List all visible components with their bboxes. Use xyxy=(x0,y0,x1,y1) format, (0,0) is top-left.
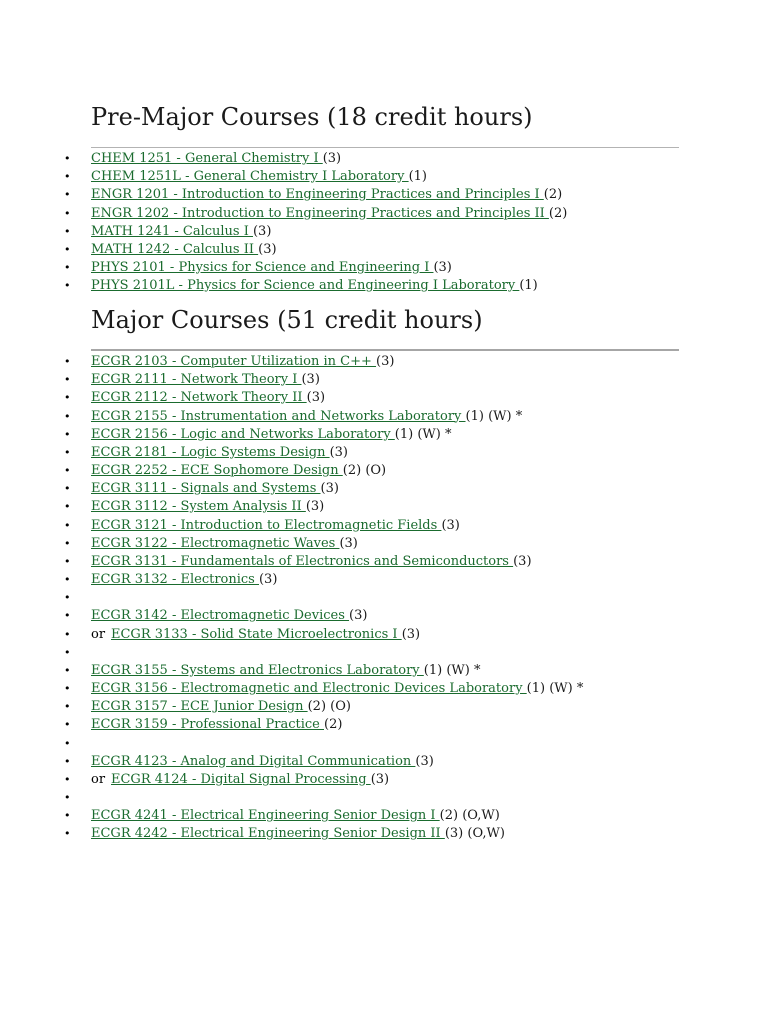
credit-hours: (3) xyxy=(370,771,390,787)
bullet-icon: • xyxy=(64,152,71,165)
list-item xyxy=(0,259,567,277)
credit-hours: (3) xyxy=(441,517,460,533)
list-item xyxy=(0,680,583,698)
credit-hours: (1) xyxy=(465,408,484,424)
credit-hours: (3) xyxy=(305,499,325,515)
course-flags: (O) xyxy=(326,699,351,715)
list-item xyxy=(0,716,583,734)
empty-list-item xyxy=(0,589,583,607)
course-link[interactable]: ECGR 3121 - Introduction to Electromagnetic Fields xyxy=(91,517,442,533)
course-link[interactable]: CHEM 1251 - General Chemistry I xyxy=(91,151,323,166)
course-link[interactable]: ECGR 3157 - ECE Junior Design xyxy=(91,699,308,715)
course-link[interactable]: ECGR 2111 - Network Theory I xyxy=(91,372,302,388)
course-link[interactable]: ECGR 4123 - Analog and Digital Communication xyxy=(91,753,416,769)
bullet-icon: • xyxy=(64,609,71,623)
empty-list-item xyxy=(0,644,583,662)
credit-hours: (3) xyxy=(513,553,532,569)
course-link[interactable]: ECGR 2112 - Network Theory II xyxy=(91,390,307,406)
list-item xyxy=(0,553,583,571)
credit-hours: (2) xyxy=(324,717,343,733)
credit-hours: (3) xyxy=(433,260,452,276)
course-link[interactable]: ENGR 1201 - Introduction to Engineering Practices and Principles I xyxy=(91,187,544,203)
list-item xyxy=(0,371,583,389)
course-link[interactable]: ECGR 3159 - Professional Practice xyxy=(91,717,324,733)
bullet-icon: • xyxy=(64,627,71,641)
course-flags: (O,W) xyxy=(458,808,500,824)
bullet-icon: • xyxy=(64,772,71,786)
credit-hours: (3) xyxy=(339,535,358,551)
credit-hours: (3) xyxy=(444,826,464,842)
bullet-icon: • xyxy=(64,206,71,220)
list-item xyxy=(0,607,583,625)
bullet-icon: • xyxy=(64,518,71,532)
pre-major-divider xyxy=(91,147,679,148)
course-link[interactable]: MATH 1242 - Calculus II xyxy=(91,241,259,257)
credit-hours: (3) xyxy=(320,481,339,497)
bullet-icon: • xyxy=(64,718,71,732)
bullet-icon: • xyxy=(64,500,71,514)
or-label: or xyxy=(91,771,106,787)
bullet-icon: • xyxy=(64,736,71,750)
course-link[interactable]: ENGR 1202 - Introduction to Engineering Practices and Principles II xyxy=(91,205,549,221)
bullet-icon: • xyxy=(64,663,71,677)
bullet-icon: • xyxy=(64,391,71,405)
course-link[interactable]: PHYS 2101L - Physics for Science and Engineering I Laboratory xyxy=(91,278,520,294)
pre-major-course-list xyxy=(0,150,567,295)
credit-hours: (3) xyxy=(376,354,395,369)
course-flags: (W) * xyxy=(483,408,523,424)
course-link[interactable]: ECGR 3142 - Electromagnetic Devices xyxy=(91,608,350,624)
bullet-icon: • xyxy=(64,279,71,293)
bullet-icon: • xyxy=(64,409,71,423)
course-link[interactable]: PHYS 2101 - Physics for Science and Engineering I xyxy=(91,260,434,276)
bullet-icon: • xyxy=(64,355,71,368)
list-item xyxy=(0,807,583,825)
bullet-icon: • xyxy=(64,170,71,184)
course-link[interactable]: ECGR 3122 - Electromagnetic Waves xyxy=(91,535,340,551)
bullet-icon: • xyxy=(64,536,71,550)
empty-list-item xyxy=(0,789,583,807)
course-link[interactable]: ECGR 3133 - Solid State Microelectronics I xyxy=(111,626,402,642)
credit-hours: (3) xyxy=(322,151,342,166)
course-flags: (O,W) xyxy=(463,826,505,842)
or-label: or xyxy=(91,626,106,642)
list-item xyxy=(0,150,567,168)
list-item xyxy=(0,186,567,204)
credit-hours: (1) xyxy=(526,681,546,697)
course-link[interactable]: ECGR 4124 - Digital Signal Processing xyxy=(111,771,371,787)
credit-hours: (2) xyxy=(307,699,327,715)
course-flags: (W) * xyxy=(442,662,481,678)
bullet-icon: • xyxy=(64,188,71,202)
course-link[interactable]: ECGR 2181 - Logic Systems Design xyxy=(91,444,330,460)
course-link[interactable]: ECGR 3111 - Signals and Systems xyxy=(91,481,321,497)
course-flags: (W) * xyxy=(545,681,584,697)
bullet-icon: • xyxy=(64,224,71,238)
major-heading: Major Courses (51 credit hours) xyxy=(91,306,483,334)
bullet-icon: • xyxy=(64,261,71,275)
credit-hours: (3) xyxy=(329,444,348,460)
list-item xyxy=(0,462,583,480)
bullet-icon: • xyxy=(64,700,71,714)
bullet-icon: • xyxy=(64,427,71,441)
bullet-icon: • xyxy=(64,827,71,841)
list-item xyxy=(0,408,583,426)
pre-major-heading: Pre-Major Courses (18 credit hours) xyxy=(91,103,533,131)
list-item xyxy=(0,444,583,462)
course-link[interactable]: ECGR 3112 - System Analysis II xyxy=(91,499,306,515)
course-link[interactable]: ECGR 3132 - Electronics xyxy=(91,572,259,588)
bullet-icon: • xyxy=(64,754,71,768)
course-link[interactable]: ECGR 4242 - Electrical Engineering Senior Design II xyxy=(91,826,445,842)
credit-hours: (1) xyxy=(394,426,414,442)
credit-hours: (1) xyxy=(423,662,443,678)
list-item xyxy=(0,223,567,241)
credit-hours: (3) xyxy=(415,753,434,769)
bullet-icon: • xyxy=(64,591,71,605)
course-flags: (O) xyxy=(361,463,387,479)
bullet-icon: • xyxy=(64,464,71,478)
credit-hours: (1) xyxy=(408,169,428,185)
list-item xyxy=(0,753,583,771)
course-link[interactable]: MATH 1241 - Calculus I xyxy=(91,223,253,239)
course-link[interactable]: ECGR 2155 - Instrumentation and Networks Laboratory xyxy=(91,408,466,424)
bullet-icon: • xyxy=(64,482,71,496)
course-link[interactable]: ECGR 2103 - Computer Utilization in C++ xyxy=(91,354,377,369)
course-link[interactable]: ECGR 3155 - Systems and Electronics Laboratory xyxy=(91,662,424,678)
bullet-icon: • xyxy=(64,573,71,587)
course-link[interactable]: ECGR 3131 - Fundamentals of Electronics and Semiconductors xyxy=(91,553,514,569)
major-course-list xyxy=(0,353,583,844)
list-item xyxy=(0,698,583,716)
bullet-icon: • xyxy=(64,809,71,823)
credit-hours: (3) xyxy=(258,572,278,588)
list-item xyxy=(0,168,567,186)
credit-hours: (3) xyxy=(252,223,272,239)
list-item xyxy=(0,389,583,407)
course-link[interactable]: ECGR 2156 - Logic and Networks Laboratory xyxy=(91,426,395,442)
bullet-icon: • xyxy=(64,445,71,459)
list-item xyxy=(0,626,583,644)
bullet-icon: • xyxy=(64,791,71,805)
bullet-icon: • xyxy=(64,682,71,696)
credit-hours: (1) xyxy=(519,278,538,294)
credit-hours: (3) xyxy=(401,626,421,642)
course-link[interactable]: ECGR 3156 - Electromagnetic and Electronic Devices Laboratory xyxy=(91,681,527,697)
bullet-icon: • xyxy=(64,554,71,568)
list-item xyxy=(0,241,567,259)
course-link[interactable]: ECGR 2252 - ECE Sophomore Design xyxy=(91,463,343,479)
list-item xyxy=(0,480,583,498)
list-item xyxy=(0,426,583,444)
list-item xyxy=(0,498,583,516)
course-link[interactable]: ECGR 4241 - Electrical Engineering Senior Design I xyxy=(91,808,440,824)
list-item xyxy=(0,662,583,680)
bullet-icon: • xyxy=(64,645,71,659)
list-item xyxy=(0,277,567,295)
credit-hours: (2) xyxy=(342,463,362,479)
course-link[interactable]: CHEM 1251L - General Chemistry I Laboratory xyxy=(91,169,409,185)
credit-hours: (2) xyxy=(548,205,568,221)
list-item xyxy=(0,571,583,589)
bullet-icon: • xyxy=(64,242,71,256)
credit-hours: (3) xyxy=(258,241,277,257)
major-divider xyxy=(91,349,679,351)
list-item xyxy=(0,517,583,535)
list-item xyxy=(0,535,583,553)
bullet-icon: • xyxy=(64,373,71,387)
list-item xyxy=(0,771,583,789)
list-item xyxy=(0,205,567,223)
credit-hours: (3) xyxy=(306,390,326,406)
empty-list-item xyxy=(0,735,583,753)
credit-hours: (3) xyxy=(349,608,368,624)
credit-hours: (2) xyxy=(543,187,563,203)
list-item xyxy=(0,825,583,843)
credit-hours: (2) xyxy=(439,808,459,824)
credit-hours: (3) xyxy=(301,372,320,388)
list-item xyxy=(0,353,583,371)
course-flags: (W) * xyxy=(413,426,452,442)
